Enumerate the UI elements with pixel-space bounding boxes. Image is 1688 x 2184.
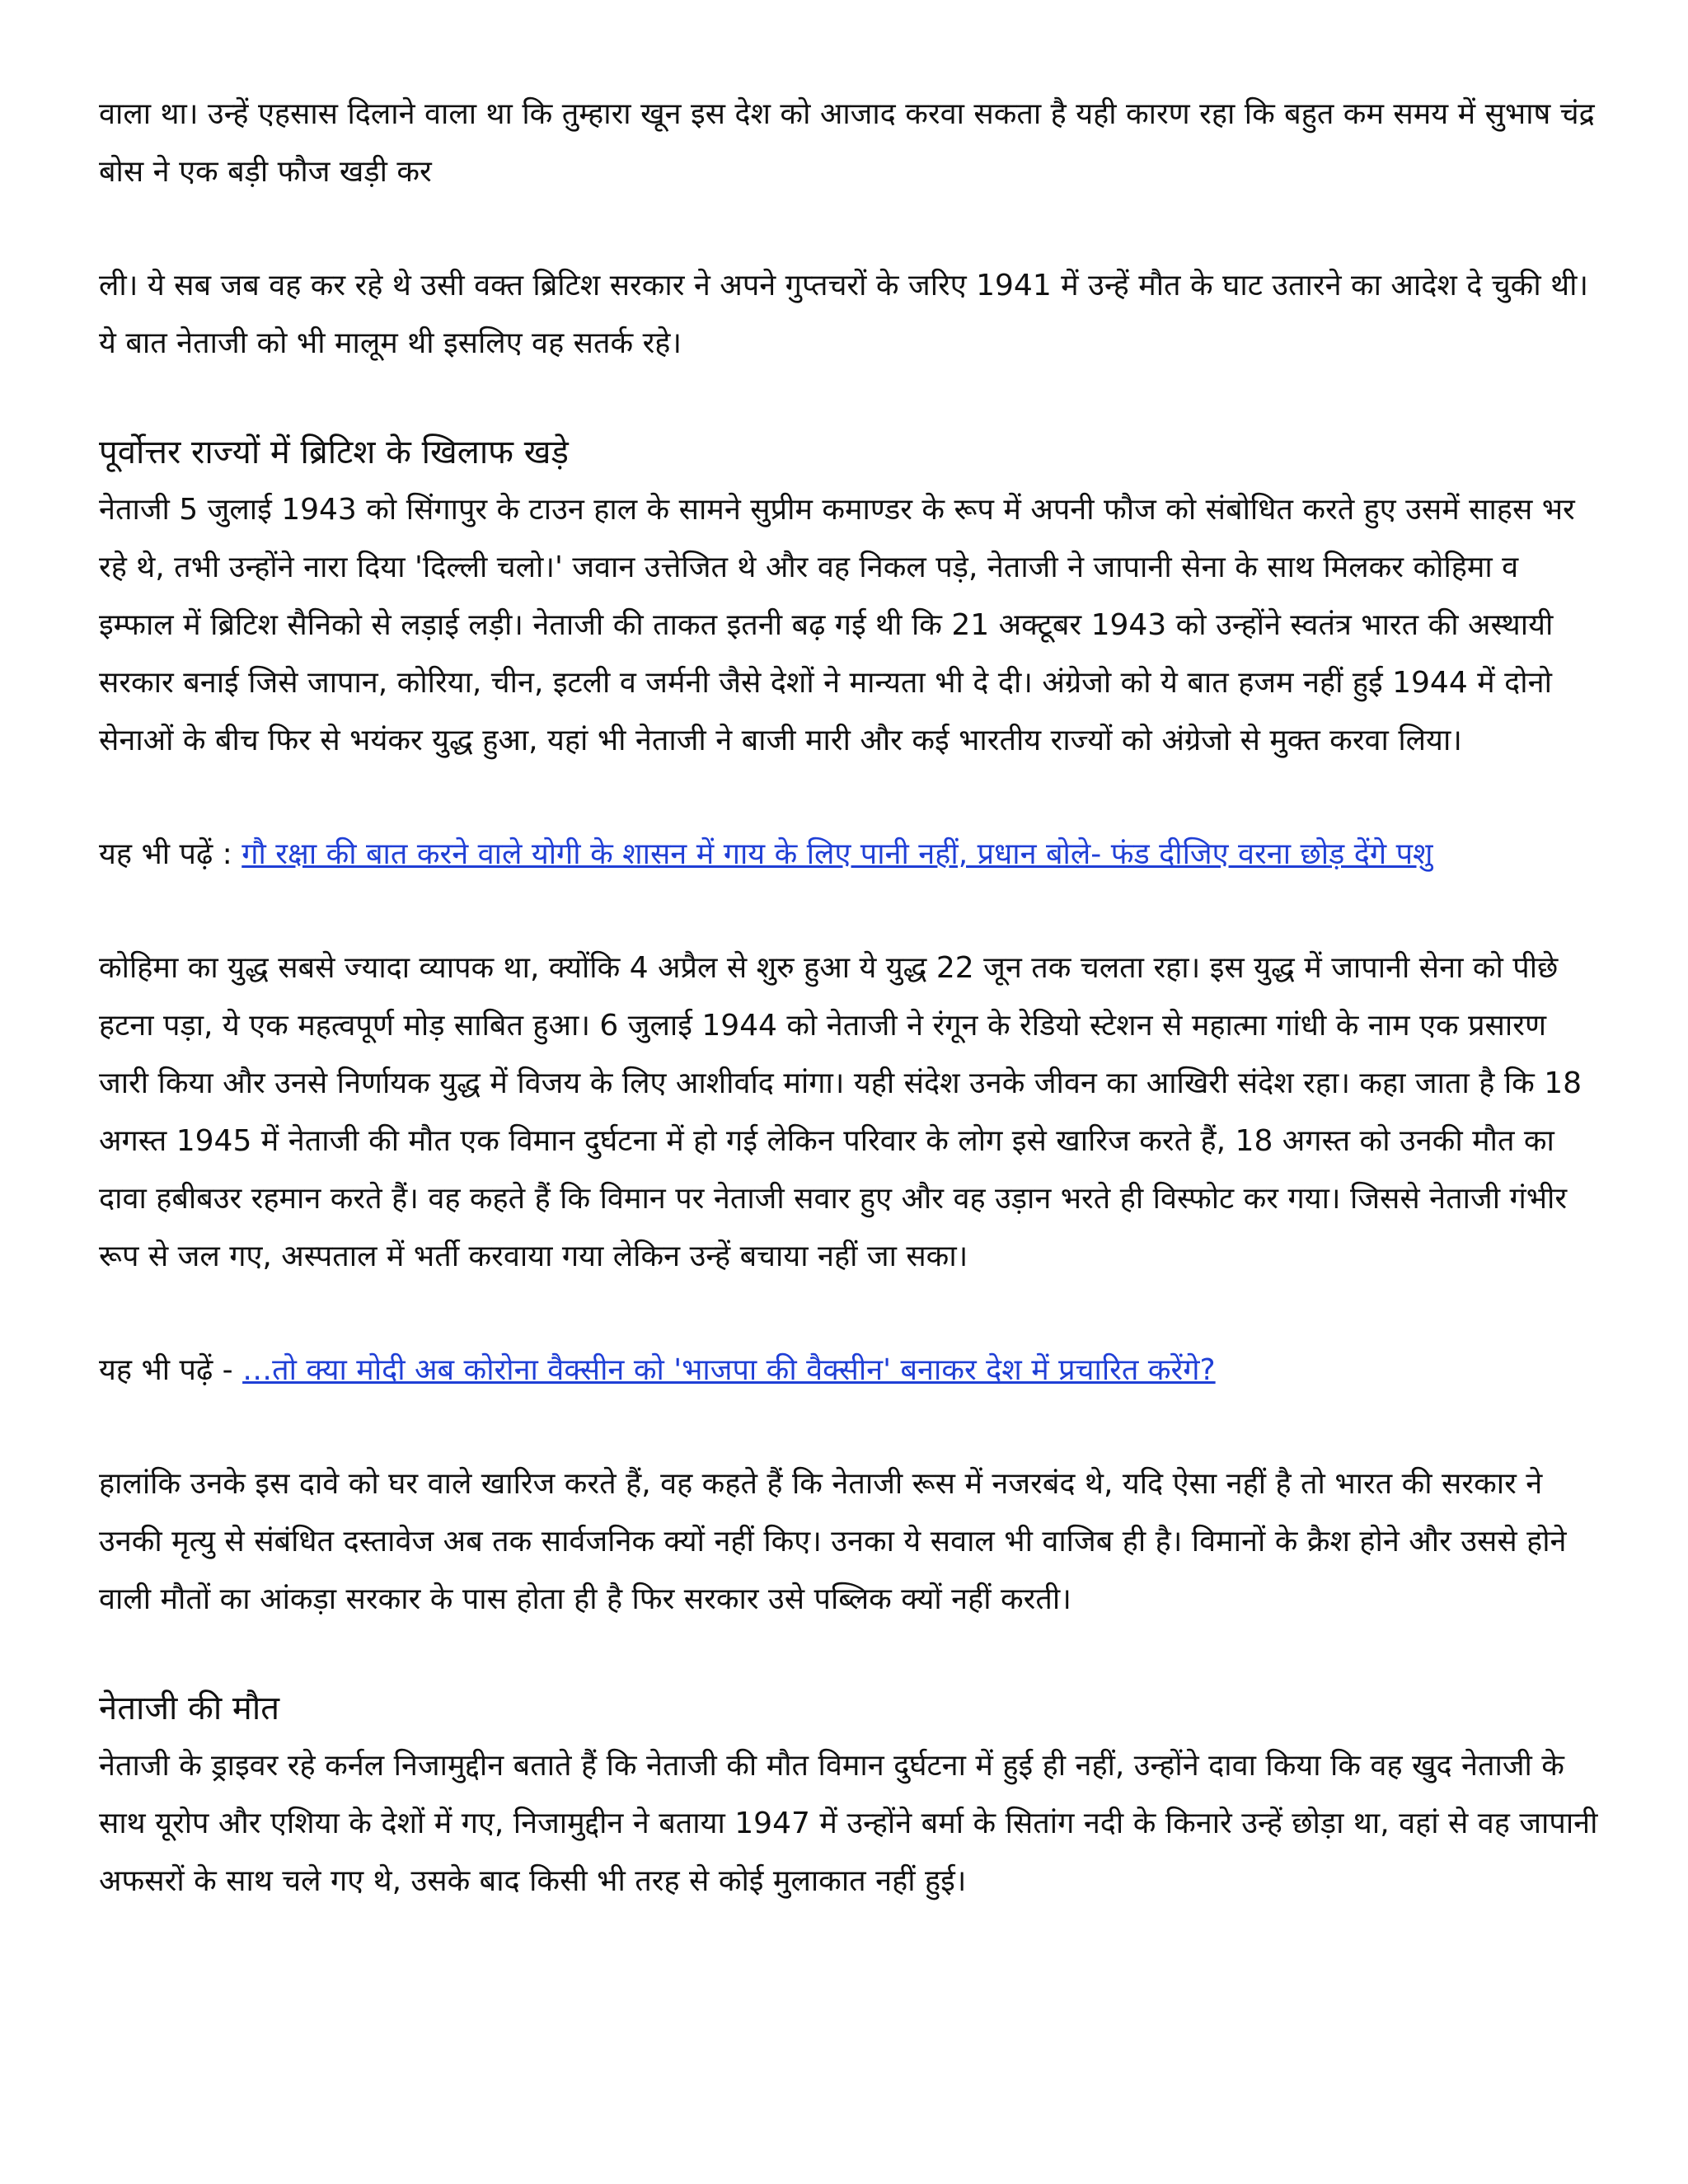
paragraph-kohima-battle: कोहिमा का युद्ध सबसे ज्यादा व्यापक था, क्योंकि 4 अप्रैल से शुरु हुआ ये युद्ध 22 जून तक चलता रहा। इस युद्ध में जापानी सेना को पीछे हटना पड़ा, ये एक महत्वपूर्ण मोड़ साबित हुआ। 6 जुलाई 1944 को नेताजी ने रंगून के रेडियो स्टेशन से महात्मा गांधी के नाम एक प्रसारण जारी किया और उनसे निर्णायक युद्ध में विजय के लिए आशीर्वाद मांगा। यही संदेश उनके जीवन का आखिरी संदेश रहा। कहा जाता है कि 18 अगस्त 1945 में नेताजी की मौत एक विमान दुर्घटना में हो गई लेकिन परिवार के लोग इसे खारिज करते हैं, 18 अगस्त को उनकी मौत का दावा हबीबउर रहमान करते हैं। वह कहते हैं कि विमान पर नेताजी सवार हुए और वह उड़ान भरते ही विस्फोट कर गया। जिससे नेताजी गंभीर रूप से जल गए, अस्पताल में भर्ती करवाया गया लेकिन उन्हें बचाया नहीं जा सका। — [99, 951, 1582, 1273]
read-also-prefix: यह भी पढ़ें - — [99, 1353, 243, 1387]
spacer — [99, 1399, 1599, 1455]
section-heading-northeast: पूर्वोत्तर राज्यों में ब्रिटिश के खिलाफ खड़े — [99, 434, 569, 471]
read-also-line-1 — [99, 826, 1599, 883]
paragraph-driver-testimony: नेताजी के ड्राइवर रहे कर्नल निजामुद्दीन बताते हैं कि नेताजी की मौत विमान दुर्घटना में हुई ही नहीं, उन्होंने दावा किया कि वह खुद नेताजी के साथ यूरोप और एशिया के देशों में गए, निजामुद्दीन ने बताया 1947 में उन्होंने बर्मा के सितांग नदी के किनारे उन्हें छोड़ा था, वहां से वह जापानी अफसरों के साथ चले गए थे, उसके बाद किसी भी तरह से कोई मुलाकात नहीं हुई। — [99, 1749, 1598, 1898]
read-also-line-2 — [99, 1342, 1599, 1399]
spacer — [99, 1629, 1599, 1680]
paragraph-british-order: ली। ये सब जब वह कर रहे थे उसी वक्त ब्रिटिश सरकार ने अपने गुप्तचरों के जरिए 1941 में उन्हें मौत के घाट उतारने का आदेश दे चुकी थी। ये बात नेताजी को भी मालूम थी इसलिए वह सतर्क रहे। — [99, 269, 1589, 360]
spacer — [99, 883, 1599, 940]
spacer — [99, 373, 1599, 424]
read-also-link-cow-protection[interactable]: गौ रक्षा की बात करने वाले योगी के शासन में गाय के लिए पानी नहीं, प्रधान बोले- फंड दीजिए वरना छोड़ देंगे पशु — [241, 837, 1433, 871]
spacer — [99, 1286, 1599, 1342]
section-heading-death: नेताजी की मौत — [99, 1690, 279, 1727]
paragraph-intro: वाला था। उन्हें एहसास दिलाने वाला था कि तुम्हारा खून इस देश को आजाद करवा सकता है यही कारण रहा कि बहुत कम समय में सुभाष चंद्र बोस ने एक बड़ी फौज खड़ी कर — [99, 97, 1595, 189]
paragraph-singapore-address: नेताजी 5 जुलाई 1943 को सिंगापुर के टाउन हाल के सामने सुप्रीम कमाण्डर के रूप में अपनी फौज को संबोधित करते हुए उसमें साहस भर रहे थे, तभी उन्होंने नारा दिया 'दिल्ली चलो।' जवान उत्तेजित थे और वह निकल पड़े, नेताजी ने जापानी सेना के साथ मिलकर कोहिमा व इम्फाल में ब्रिटिश सैनिको से लड़ाई लड़ी। नेताजी की ताकत इतनी बढ़ गई थी कि 21 अक्टूबर 1943 को उन्होंने स्वतंत्र भारत की अस्थायी सरकार बनाई जिसे जापान, कोरिया, चीन, इटली व जर्मनी जैसे देशों ने मान्यता भी दे दी। अंग्रेजो को ये बात हजम नहीं हुई 1944 में दोनो सेनाओं के बीच फिर से भयंकर युद्ध हुआ, यहां भी नेताजी ने बाजी मारी और कई भारतीय राज्यों को अंग्रेजो से मुक्त करवा लिया। — [99, 493, 1575, 757]
read-also-link-vaccine[interactable]: …तो क्या मोदी अब कोरोना वैक्सीन को 'भाजपा की वैक्सीन' बनाकर देश में प्रचारित करेंगे? — [242, 1353, 1216, 1387]
paragraph-family-claim: हालांकि उनके इस दावे को घर वाले खारिज करते हैं, वह कहते हैं कि नेताजी रूस में नजरबंद थे, यदि ऐसा नहीं है तो भारत की सरकार ने उनकी मृत्यु से संबंधित दस्तावेज अब तक सार्वजनिक क्यों नहीं किए। उनका ये सवाल भी वाजिब ही है। विमानों के क्रैश होने और उससे होने वाली मौतों का आंकड़ा सरकार के पास होता ही है फिर सरकार उसे पब्लिक क्यों नहीं करती। — [99, 1467, 1567, 1616]
article-body — [99, 86, 1599, 1910]
spacer — [99, 770, 1599, 826]
read-also-prefix: यह भी पढ़ें : — [99, 837, 242, 871]
spacer — [99, 201, 1599, 257]
